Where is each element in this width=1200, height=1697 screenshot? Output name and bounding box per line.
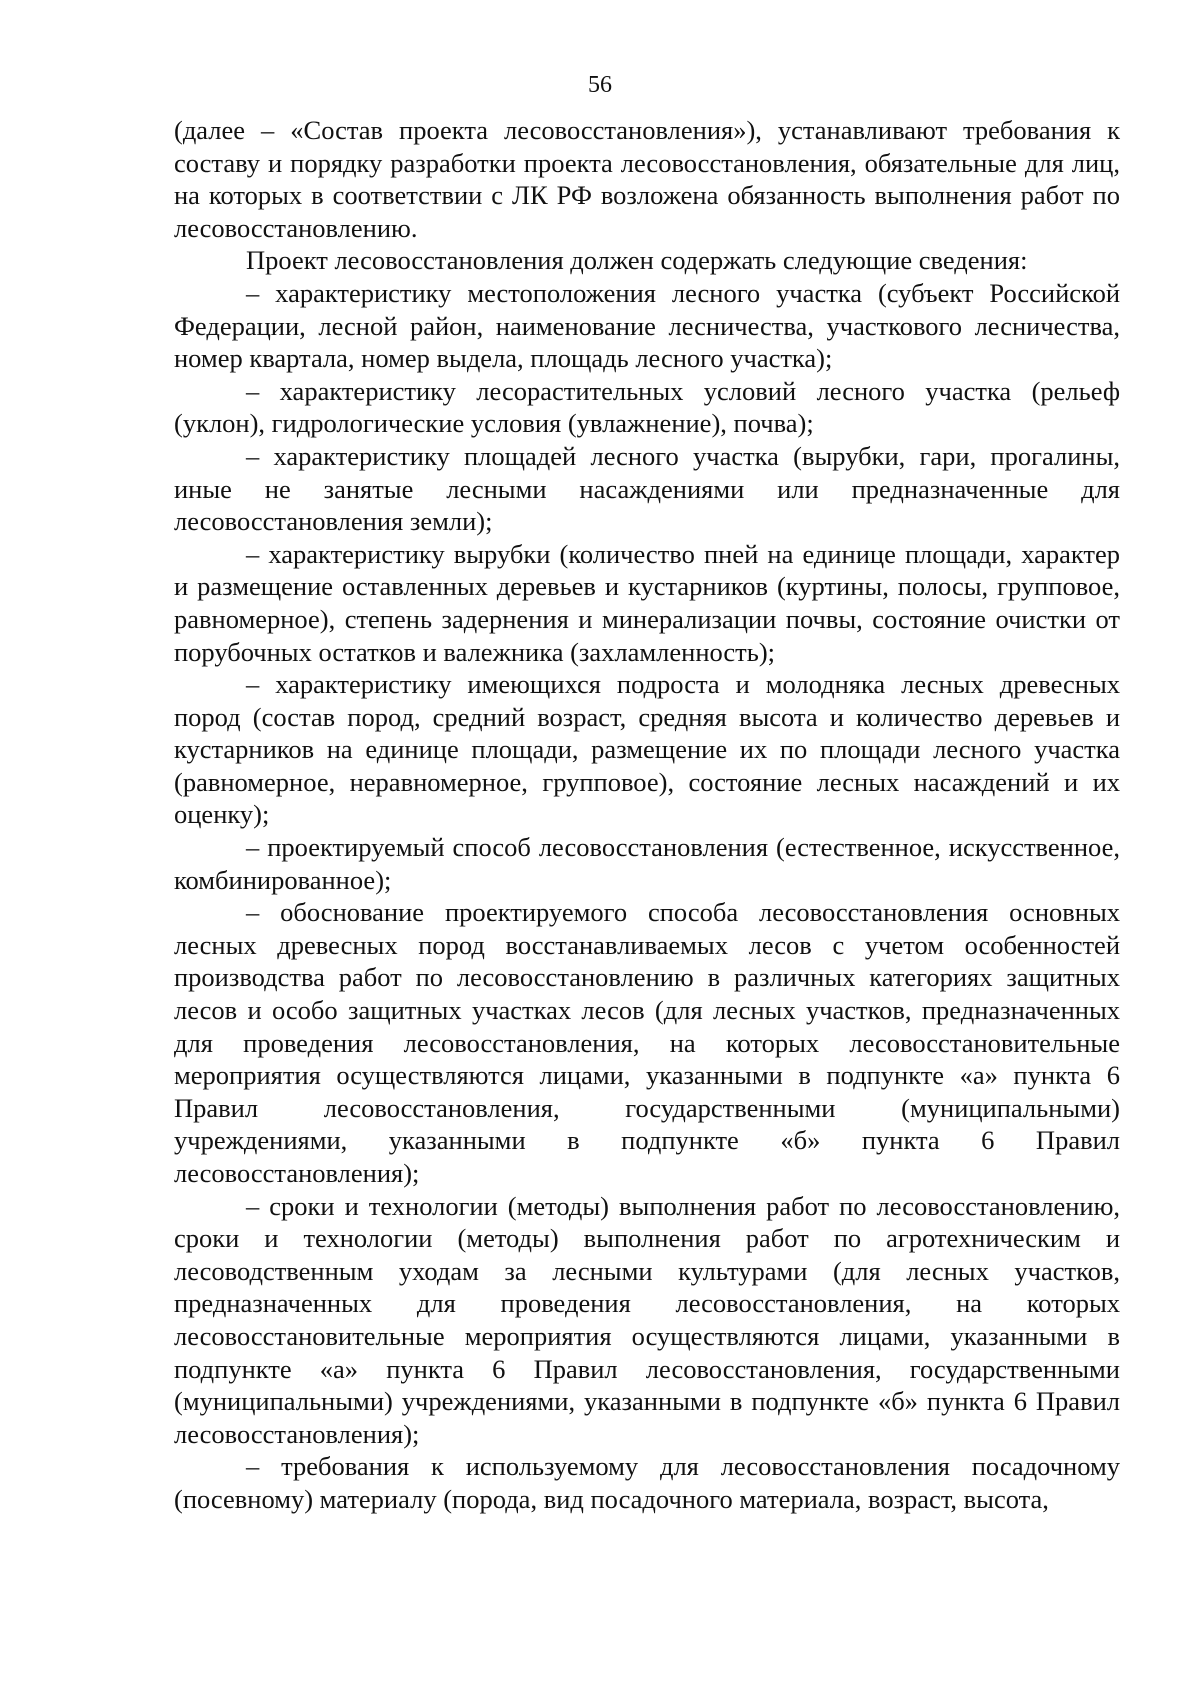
document-body (174, 114, 1120, 1516)
list-item-growing-conditions: – характеристику лесорастительных условий лесного участка (рельеф (уклон), гидрологические условия (увлажнение), почва); (174, 375, 1120, 439)
list-item-method-justification: – обоснование проектируемого способа лесовосстановления основных лесных древесных пород восстанавливаемых лесов с учетом особенностей производства работ по лесовосстановлению в различных категориях защитных лесов и особо защитных участках лесов (для лесных участков, предназначенных для проведения лесовосстановления, на которых лесовосстановительные мероприятия осуществляются лицами, указанными в подпункте «а» пункта 6 Правил лесовосстановления, государственными (муниципальными) учреждениями, указанными в подпункте «б» пункта 6 Правил лесовосстановления); (174, 897, 1120, 1188)
paragraph-intro: (далее – «Состав проекта лесовосстановления»), устанавливают требования к составу и порядку разработки проекта лесовосстановления, обязательные для лиц, на которых в соответствии с ЛК РФ возложена обязанность выполнения работ по лесовосстановлению. (174, 115, 1120, 243)
list-item-area-characteristics: – характеристику площадей лесного участка (вырубки, гари, прогалины, иные не занятые лесными насаждениями или предназначенные для лесовосстановления земли); (174, 440, 1120, 537)
list-item-clearcut-characteristics: – характеристику вырубки (количество пней на единице площади, характер и размещение оставленных деревьев и кустарников (куртины, полосы, групповое, равномерное), степень задернения и минерализации почвы, состояние очистки от порубочных остатков и валежника (захламленность); (174, 538, 1120, 667)
list-item-reforestation-method: – проектируемый способ лесовосстановления (естественное, искусственное, комбинированное); (174, 832, 1120, 895)
list-item-terms-and-technologies: – сроки и технологии (методы) выполнения работ по лесовосстановлению, сроки и технологии (методы) выполнения работ по агротехническим и лесоводственным уходам за лесными культурами (для лесных участков, предназначенных для проведения лесовосстановления, на которых лесовосстановительные мероприятия осуществляются лицами, указанными в подпункте «а» пункта 6 Правил лесовосстановления, государственными (муниципальными) учреждениями, указанными в подпункте «б» пункта 6 Правил лесовосстановления); (174, 1190, 1120, 1449)
paragraph-project-contents: Проект лесовосстановления должен содержать следующие сведения: (246, 245, 1028, 276)
page-number: 56 (588, 72, 612, 98)
list-item-location: – характеристику местоположения лесного участка (субъект Российской Федерации, лесной район, наименование лесничества, участкового лесничества, номер квартала, номер выдела, площадь лесного участка); (174, 277, 1120, 374)
list-item-undergrowth-characteristics: – характеристику имеющихся подроста и молодняка лесных древесных пород (состав пород, средний возраст, средняя высота и количество деревьев и кустарников на единице площади, размещение их по площади лесного участка (равномерное, неравномерное, групповое), состояние лесных насаждений и их оценку); (174, 669, 1120, 830)
list-item-planting-material-requirements: – требования к используемому для лесовосстановления посадочному (посевному) материалу (порода, вид посадочного материала, возраст, высота, (174, 1451, 1120, 1514)
